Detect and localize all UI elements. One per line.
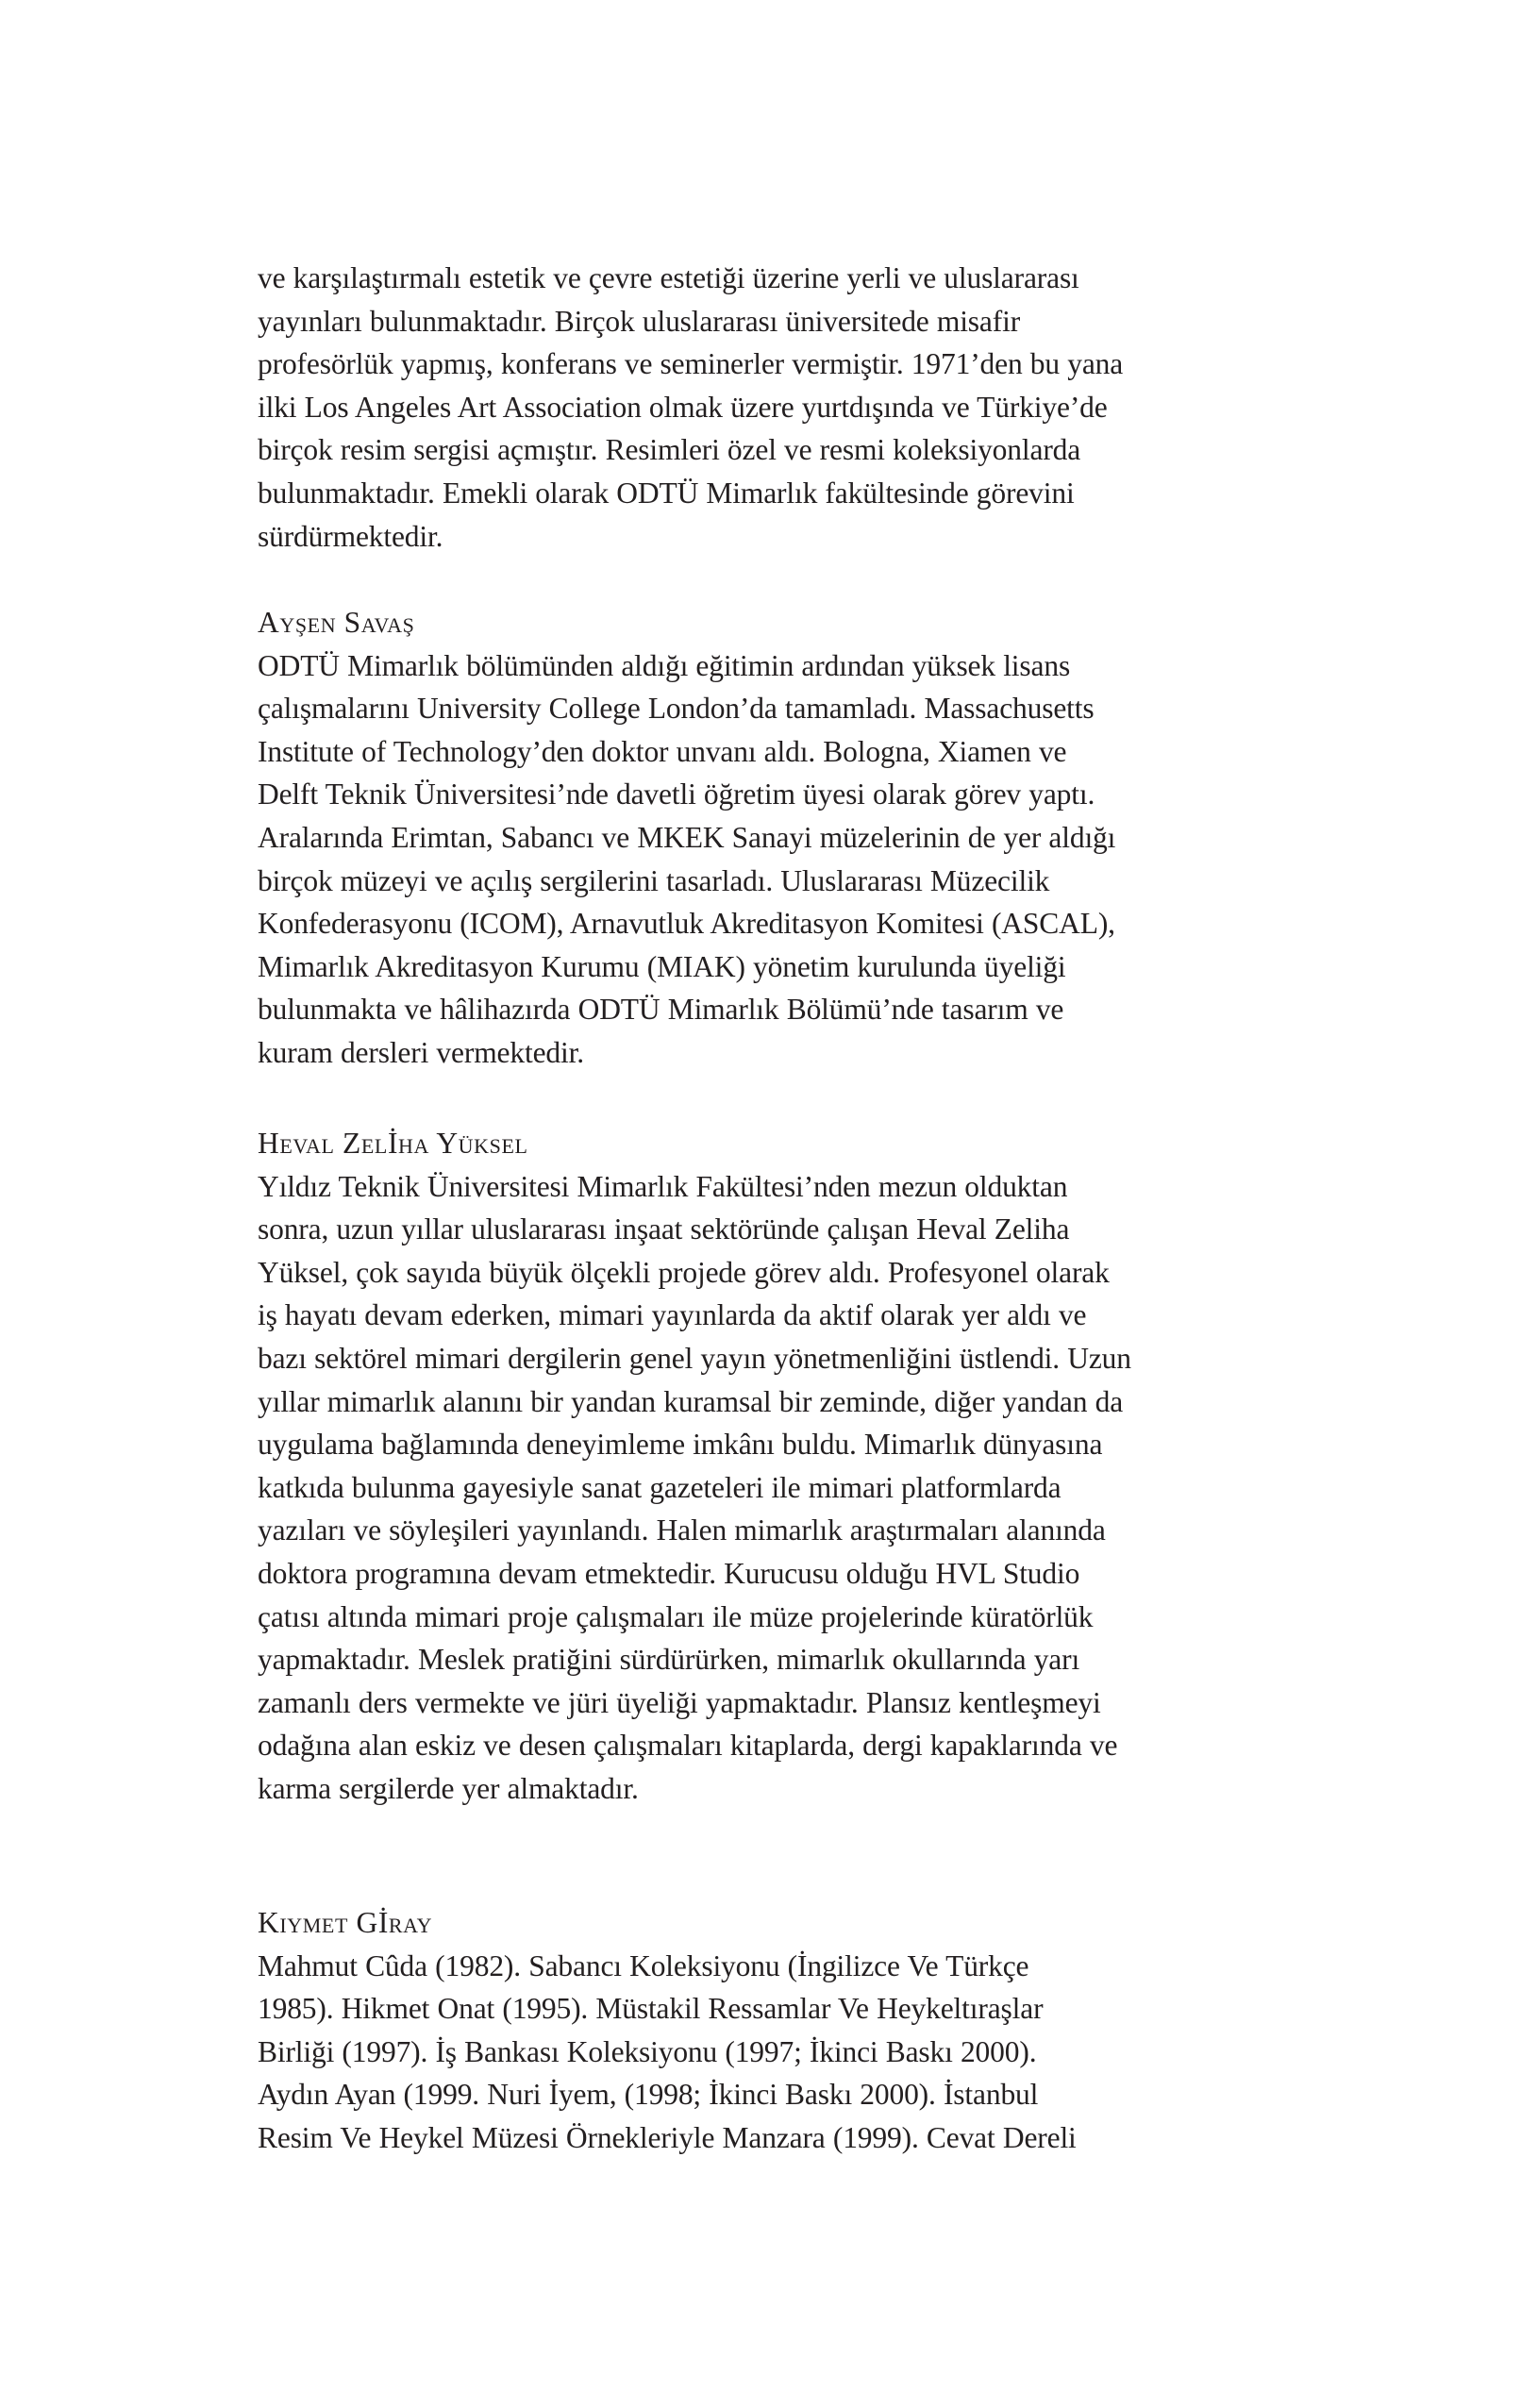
body-line: birçok resim sergisi açmıştır. Resimleri özel ve resmi koleksiyonlarda (258, 433, 1081, 467)
body-line: bulunmaktadır. Emekli olarak ODTÜ Mimarlık fakültesinde görevini (258, 476, 1075, 510)
body-line: sonra, uzun yıllar uluslararası inşaat sektöründe çalışan Heval Zeliha (258, 1212, 1070, 1246)
body-line: Birliği (1997). İş Bankası Koleksiyonu (1997; İkinci Baskı 2000). (258, 2034, 1037, 2068)
body-line: yıllar mimarlık alanını bir yandan kuramsal bir zeminde, diğer yandan da (258, 1384, 1124, 1418)
body-line: odağına alan eskiz ve desen çalışmaları kitaplarda, dergi kapaklarında ve (258, 1729, 1118, 1763)
body-line: çalışmalarını University College London’da tamamladı. Massachusetts (258, 692, 1095, 726)
body-line: ve karşılaştırmalı estetik ve çevre estetiği üzerine yerli ve uluslararası (258, 261, 1079, 294)
bio-kiymet-giray (258, 1901, 1324, 2160)
body-line: bazı sektörel mimari dergilerin genel yayın yönetmenliğini üstlendi. Uzun (258, 1341, 1131, 1375)
body-line: uygulama bağlamında deneyimleme imkânı buldu. Mimarlık dünyasına (258, 1428, 1103, 1462)
body-line: birçok müzeyi ve açılış sergilerini tasarladı. Uluslararası Müzecilik (258, 863, 1050, 897)
body-line: ODTÜ Mimarlık bölümünden aldığı eğitimin ardından yüksek lisans (258, 648, 1071, 682)
bio-heval-zeliha-yuksel (258, 1122, 1324, 1811)
body-line: çatısı altında mimari proje çalışmaları ile müze projelerinde küratörlük (258, 1599, 1094, 1633)
body-line: Resim Ve Heykel Müzesi Örnekleriyle Manzara (1999). Cevat Dereli (258, 2120, 1077, 2154)
bio-continuation (258, 257, 1324, 558)
body-line: Mahmut Cûda (1982). Sabancı Koleksiyonu (İngilizce Ve Türkçe (258, 1948, 1029, 1982)
body-line: yayınları bulunmaktadır. Birçok uluslararası üniversitede misafir (258, 304, 1021, 338)
body-line: yazıları ve söyleşileri yayınlandı. Halen mimarlık araştırmaları alanında (258, 1513, 1106, 1547)
body-line: kuram dersleri vermektedir. (258, 1035, 584, 1069)
body-line: Konfederasyonu (ICOM), Arnavutluk Akreditasyon Komitesi (ASCAL), (258, 907, 1115, 941)
body-line: doktora programına devam etmektedir. Kurucusu olduğu HVL Studio (258, 1556, 1080, 1590)
body-line: Yüksel, çok sayıda büyük ölçekli projede görev aldı. Profesyonel olarak (258, 1255, 1110, 1289)
body-line: zamanlı ders vermekte ve jüri üyeliği yapmaktadır. Plansız kentleşmeyi (258, 1685, 1101, 1719)
body-line: karma sergilerde yer almaktadır. (258, 1771, 639, 1805)
body-line: iş hayatı devam ederken, mimari yayınlarda da aktif olarak yer aldı ve (258, 1298, 1087, 1332)
body-line: Yıldız Teknik Üniversitesi Mimarlık Fakültesi’nden mezun olduktan (258, 1169, 1068, 1203)
body-line: Mimarlık Akreditasyon Kurumu (MIAK) yönetim kurulunda üyeliği (258, 949, 1066, 983)
body-line: yapmaktadır. Meslek pratiğini sürdürürken, mimarlık okullarında yarı (258, 1643, 1080, 1677)
body-line: Aralarında Erimtan, Sabancı ve MKEK Sanayi müzelerinin de yer aldığı (258, 820, 1116, 854)
body-line: ilki Los Angeles Art Association olmak üzere yurtdışında ve Türkiye’de (258, 390, 1108, 424)
body-line: katkıda bulunma gayesiyle sanat gazeteleri ile mimari platformlarda (258, 1470, 1062, 1504)
body-line: bulunmakta ve hâlihazırda ODTÜ Mimarlık Bölümü’nde tasarım ve (258, 993, 1064, 1027)
body-line: Aydın Ayan (1999. Nuri İyem, (1998; İkinci Baskı 2000). İstanbul (258, 2078, 1039, 2112)
body-line: 1985). Hikmet Onat (1995). Müstakil Ressamlar Ve Heykeltıraşlar (258, 1992, 1044, 2026)
body-line: sürdürmektedir. (258, 519, 443, 553)
bio-ayse-savas (258, 601, 1324, 1075)
author-name-heading: Heval Zelİha Yüksel (258, 1127, 528, 1160)
body-line: Institute of Technology’den doktor unvanı aldı. Bologna, Xiamen ve (258, 734, 1067, 768)
body-line: profesörlük yapmış, konferans ve seminerler vermiştir. 1971’den bu yana (258, 347, 1124, 381)
author-name-heading: Kıymet Gİray (258, 1906, 433, 1939)
body-line: Delft Teknik Üniversitesi’nde davetli öğretim üyesi olarak görev yaptı. (258, 778, 1095, 811)
author-name-heading: Ayşen Savaş (258, 606, 415, 639)
